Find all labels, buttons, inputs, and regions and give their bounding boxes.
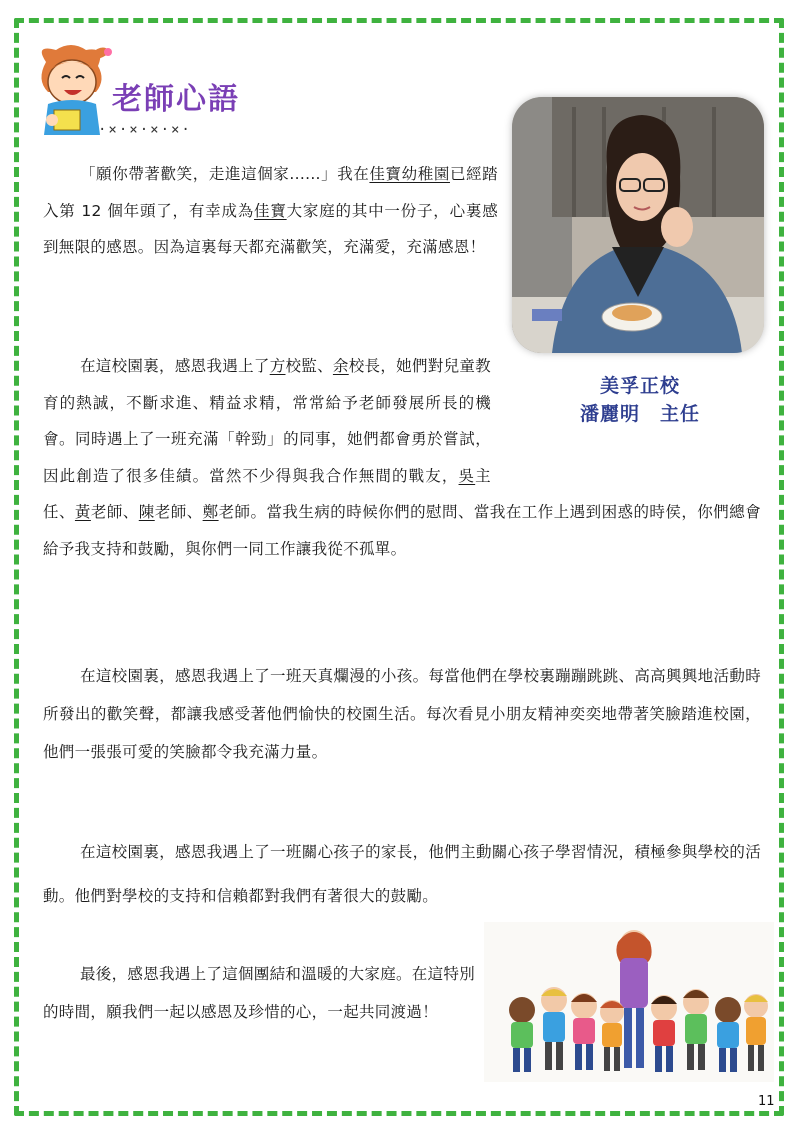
teacher-with-children — [484, 922, 774, 1082]
person-surname: 鄭 — [202, 503, 219, 521]
person-surname: 余 — [332, 357, 349, 375]
paragraph-text: 「願你帶著歡笑，走進這個家......」我在 — [80, 165, 370, 183]
teacher-portrait — [512, 97, 764, 353]
wrap-spacer — [491, 348, 761, 494]
paragraph-text: 大家庭的其中一份子，心裏感到無限的感恩。因為這裏每天都充滿歡笑，充滿愛，充滿感恩！ — [43, 201, 498, 256]
caption-school: 美孚正校 — [599, 375, 680, 397]
paragraph-text: 校監、 — [285, 357, 333, 375]
paragraph-2 — [43, 348, 761, 567]
paragraph-text: 已經踏入第 12 個年頭了，有幸成為 — [43, 165, 498, 220]
paragraph-text: 主任、 — [43, 466, 491, 521]
paragraph-text: 校長，她們對兒童教育的熱誠，不斷求進、精益求精，常常給予老師發展所長的機會。同時遇上了一班充滿「幹勁」的同事，她們都會勇於嘗試，因此創造了很多佳績。當然不少得與我合作無間的戰友， — [43, 357, 491, 485]
school-name: 佳寶幼稚園 — [369, 165, 450, 183]
paragraph-text: 老師。當我生病的時候你們的慰問、當我在工作上遇到困惑的時侯，你們總會給予我支持和鼓勵，與你們一同工作讓我從不孤單。 — [43, 503, 761, 558]
section-title: 老師心語 — [112, 82, 240, 117]
paragraph-text: 老師、 — [90, 503, 139, 521]
cartoon-girl-icon — [26, 40, 116, 135]
page-number: 11 — [758, 1094, 775, 1109]
paragraph-5: 最後，感恩我遇上了這個團結和溫暖的大家庭。在這特別的時間，願我們一起以感恩及珍惜的心，一起共同渡過！ — [43, 965, 476, 1021]
person-surname: 方 — [269, 357, 286, 375]
title-decoration: ·×·×·×·×· — [98, 122, 192, 138]
caption-name: 潘麗明 主任 — [579, 403, 700, 425]
school-name-short: 佳寶 — [254, 201, 287, 220]
paragraph-3: 在這校園裏，感恩我遇上了一班天真爛漫的小孩。每當他們在學校裏蹦蹦跳跳、高高興興地活動時所發出的歡笑聲，都讓我感受著他們愉快的校園生活。每次看見小朋友精神奕奕地帶著笑臉踏進校園，他們一張張可愛的笑臉都令我充滿力量。 — [43, 667, 761, 761]
paragraph-text: 老師、 — [154, 503, 203, 521]
person-surname: 陳 — [138, 503, 155, 521]
paragraph-text: 在這校園裏，感恩我遇上了 — [80, 357, 270, 375]
paragraph-4: 在這校園裏，感恩我遇上了一班關心孩子的家長，他們主動關心孩子學習情況，積極參與學校的活動。他們對學校的支持和信賴都對我們有著很大的鼓勵。 — [43, 843, 761, 905]
person-surname: 黃 — [74, 503, 91, 521]
person-surname: 吳 — [458, 466, 476, 485]
paragraph-1 — [43, 156, 498, 266]
section-header — [26, 40, 286, 140]
